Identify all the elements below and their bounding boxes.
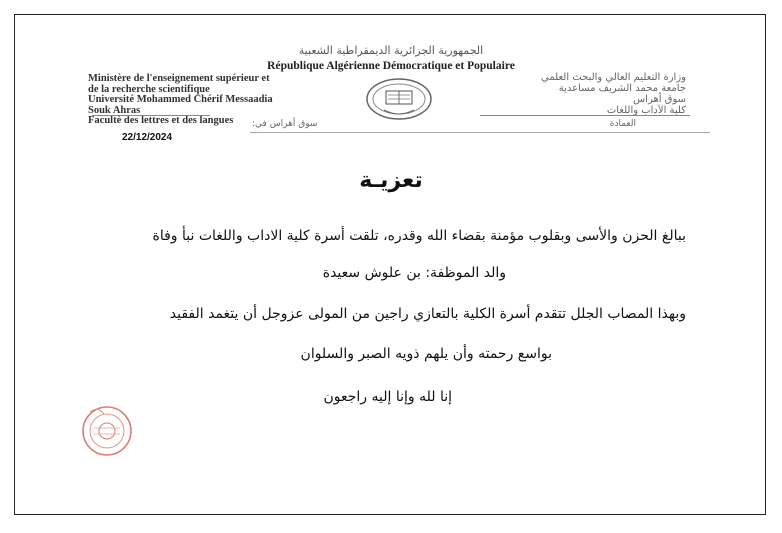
arabic-line: كلية الآداب واللغات [606,105,686,116]
header-rule [92,115,210,116]
faculty-stamp-icon [80,404,134,458]
arabic-line: وزارة التعليم العالي والبحث العلمي [541,72,686,83]
arabic-line: سوق أهراس [632,94,686,105]
french-line: Souk Ahras [88,104,141,116]
arabic-republic-header: الجمهورية الجزائرية الديمقراطية الشعبية [298,44,484,57]
arabic-line: جامعة محمد الشريف مساعدية [558,83,686,94]
date-rule [250,132,710,133]
letter-line: وبهذا المصاب الجلل تتقدم أسرة الكلية بالتعازي راجين من المولى عزوجل أن يتغمد الفقيد [169,306,686,322]
header-rule [480,115,690,116]
reference-label: العمادة [609,119,636,129]
letter-line: ببالغ الحزن والأسى وبقلوب مؤمنة بقضاء الله وقدره، تلقت أسرة كلية الاداب واللغات نبأ وفاة [152,228,686,244]
french-republic-header: République Algérienne Démocratique et Populaire [267,60,515,72]
date-label: سوق أهراس في: [252,119,318,129]
arabic-institution-block [541,72,686,116]
letter-line: بواسع رحمته وأن يلهم ذويه الصبر والسلوان [300,346,552,362]
letter-date: 22/12/2024 [122,132,173,143]
french-line: Faculté des lettres et des langues [88,115,234,126]
french-line: Ministère de l'enseignement supérieur et [88,73,270,84]
university-logo-icon [364,74,434,124]
french-line: Université Mohammed Chérif Messaadia [88,94,273,105]
letter-title: تعزيـة [359,168,423,193]
letter-line: والد الموظفة: بن علوش سعيدة [322,265,506,281]
french-line: de la recherche scientifique [88,83,210,95]
french-institution-block [88,74,273,127]
letter-line: إنا لله وإنا إليه راجعون [323,389,452,405]
